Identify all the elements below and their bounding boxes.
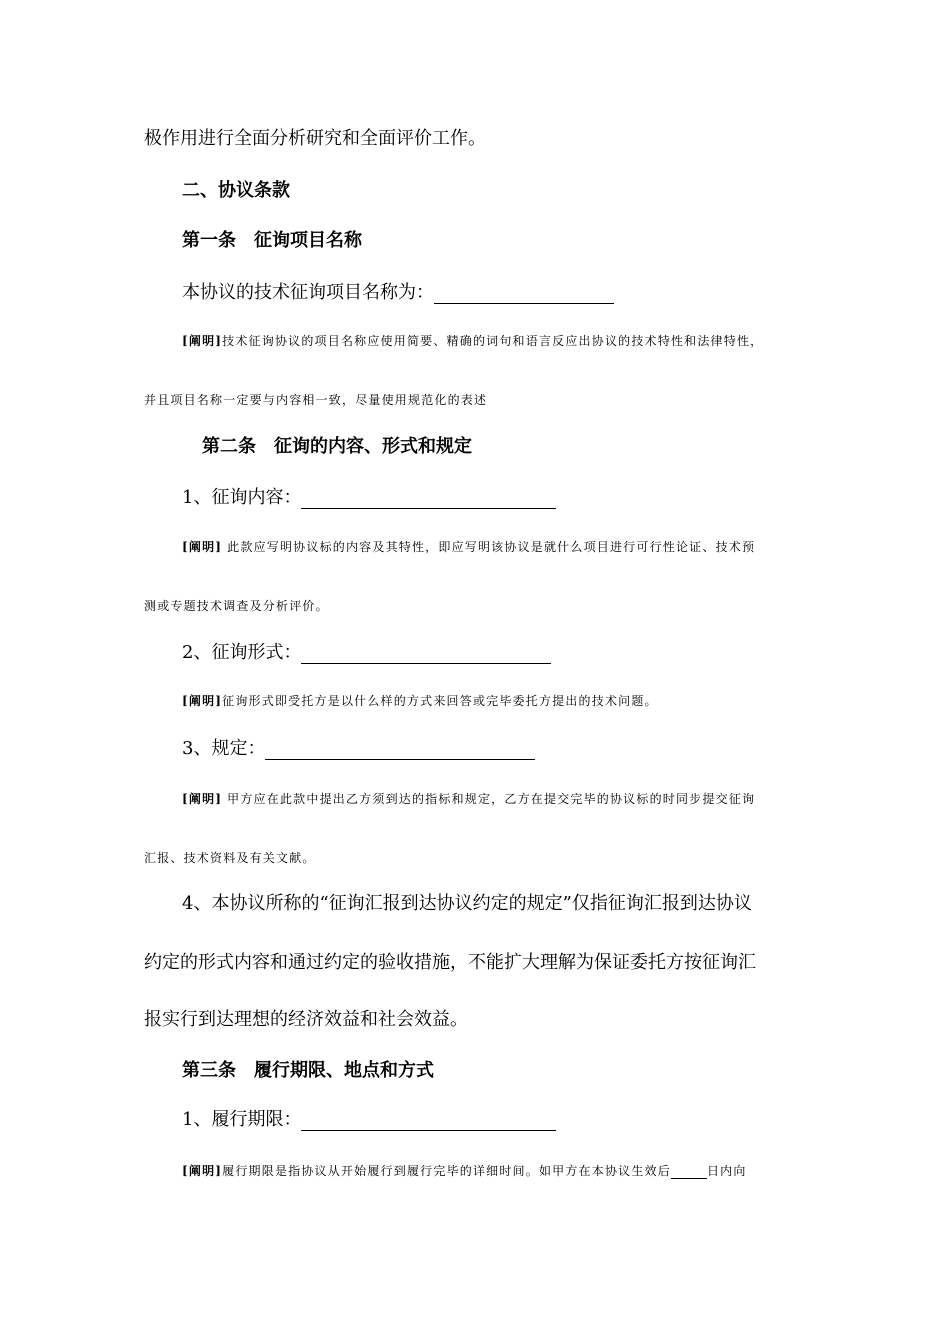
item-5-label: 1、履行期限： [182,1109,302,1130]
article-1-label: 本协议的技术征询项目名称为： [182,282,434,303]
note-4-line-1 [182,790,755,807]
item-3-label: 3、规定： [182,738,266,759]
note-2-line-2: 测或专题技术调查及分析评价。 [144,599,329,613]
item-4-line-2: 约定的形式内容和通过约定的验收措施，不能扩大理解为保证委托方按征询汇 [144,952,756,973]
item-4-line-1: 4、本协议所称的“征询汇报到达协议约定的规定”仅指征询汇报到达协议 [182,893,752,914]
note-label: [阐明] [182,694,223,708]
note-1-line-2: 并且项目名称一定要与内容相一致，尽量使用规范化的表述 [144,393,488,407]
project-name-blank [434,285,614,304]
item-5 [182,1105,556,1131]
note-4-line-2: 汇报、技术资料及有关文献。 [144,851,316,865]
item-3 [182,734,535,760]
article-1-text [182,278,614,304]
article-3-title: 第三条 履行期限、地点和方式 [182,1060,434,1081]
note-text: 此款应写明协议标的内容及其特性，即应写明该协议是就什么项目进行可行性论证、技术预 [222,540,756,554]
item-2-label: 2、征询形式： [182,642,302,663]
note-label: [阐明] [182,792,223,806]
content-blank [301,490,556,509]
note-label: [阐明] [182,1164,223,1178]
note-1-line-1 [182,332,763,349]
note-text: 履行期限是指协议从开始履行到履行完毕的详细时间。如甲方在本协议生效后 [222,1164,671,1178]
note-2-line-1 [182,538,755,555]
note-text: 甲方应在此款中提出乙方须到达的指标和规定，乙方在提交完毕的协议标的时同步提交征询 [222,792,756,806]
note-text-end: 日内向 [706,1164,747,1178]
requirements-blank [265,741,535,760]
item-2 [182,638,551,664]
note-text: 技术征询协议的项目名称应使用简要、精确的词句和语言反应出协议的技术特性和法律特性， [222,334,764,348]
item-1-label: 1、征询内容： [182,487,302,508]
note-label: [阐明] [182,334,223,348]
days-blank [671,1166,707,1179]
section-heading: 二、协议条款 [182,180,290,201]
paragraph-continuation: 极作用进行全面分析研究和全面评价工作。 [144,128,486,149]
item-4-line-3: 报实行到达理想的经济效益和社会效益。 [144,1009,468,1030]
note-label: [阐明] [182,540,223,554]
item-1 [182,483,556,509]
form-blank [301,645,551,664]
article-2-title: 第二条 征询的内容、形式和规定 [202,436,472,457]
note-5 [182,1162,747,1179]
note-3 [182,692,658,709]
term-blank [301,1112,556,1131]
note-text: 征询形式即受托方是以什么样的方式来回答或完毕委托方提出的技术问题。 [222,694,658,708]
article-1-title: 第一条 征询项目名称 [182,230,362,251]
